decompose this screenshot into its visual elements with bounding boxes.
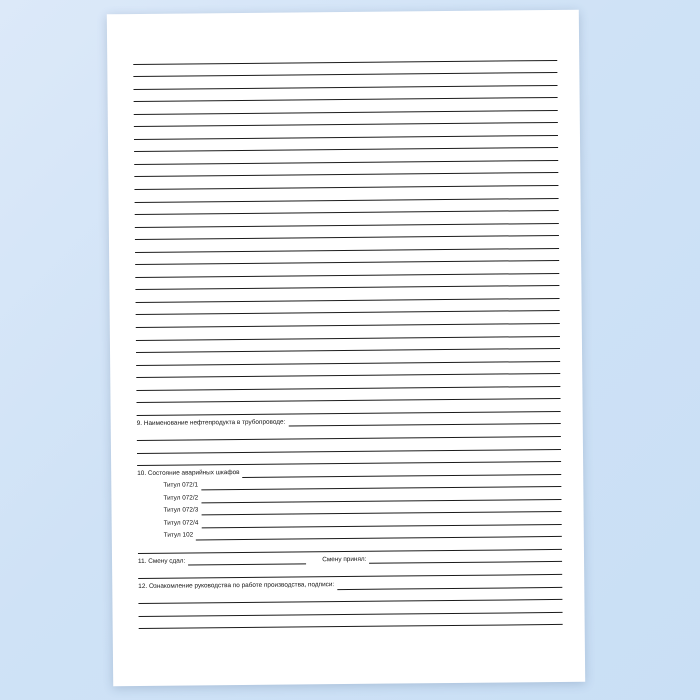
item-9-label: 9. Наименование нефтепродукта в трубопроводе: [136,418,286,427]
item-10-3-label: Титул 072/3 [163,506,199,515]
item-11-label-second: Смену принял: [322,555,367,563]
item-10-1-label: Титул 072/1 [163,481,199,489]
item-11-label: 11. Смену сдал: [138,557,186,565]
item-10-4-label: Титул 072/4 [163,519,199,527]
item-10-2-label: Титул 072/2 [163,494,199,502]
item-12-label: 12. Ознакомление руководства по работе производства, подписи: [138,580,335,590]
document-page [107,10,585,686]
rule [139,624,563,629]
document-body [133,48,563,668]
item-10-5-label: Титул 102 [163,531,194,540]
item-10-label: 10. Состояние аварийных шкафов [137,468,240,477]
